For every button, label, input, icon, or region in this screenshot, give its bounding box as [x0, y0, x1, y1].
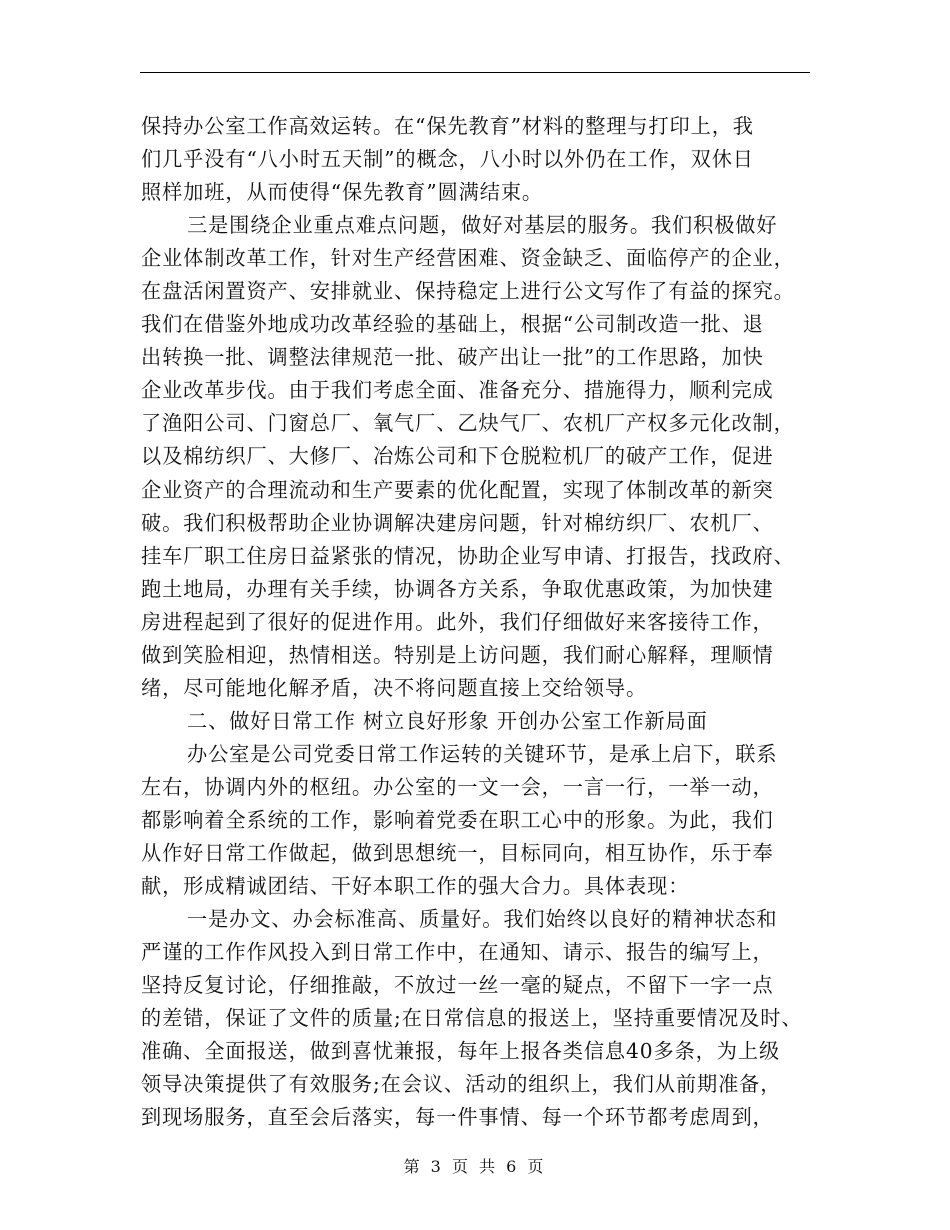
text-line: 企业资产的合理流动和生产要素的优化配置，实现了体制改革的新突	[141, 477, 774, 502]
text-line: 到现场服务，直至会后落实，每一件事情、每一个环节都考虑周到，	[141, 1105, 774, 1130]
paragraph-first-line: 办公室是公司党委日常工作运转的关键环节，是承上启下，联系	[187, 741, 778, 766]
text-line: 们几乎没有“八小时五天制”的概念，八小时以外仍在工作，双休日	[141, 147, 754, 172]
document-body	[141, 110, 821, 1134]
text-line: 保持办公室工作高效运转。在“保先教育”材料的整理与打印上，我	[141, 114, 754, 138]
text-line: 在盘活闲置资产、安排就业、保持稳定上进行公文写作了有益的探究。	[141, 279, 795, 304]
text-line: 准确、全面报送，做到喜忧兼报，每年上报各类信息40多条，为上级	[141, 1039, 781, 1064]
text-line: 领导决策提供了有效服务;在会议、活动的组织上，我们从前期准备，	[141, 1072, 782, 1097]
text-line: 做到笑脸相迎，热情相送。特别是上访问题，我们耐心解释，理顺情	[141, 642, 774, 667]
text-line: 出转换一批、调整法律规范一批、破产出让一批”的工作思路，加快	[141, 345, 764, 370]
text-line: 企业体制改革工作，针对生产经营困难、资金缺乏、面临停产的企业，	[141, 246, 795, 271]
text-line: 企业改革步伐。由于我们考虑全面、准备充分、措施得力，顺利完成	[141, 378, 774, 403]
text-line: 房进程起到了很好的促进作用。此外，我们仔细做好来客接待工作，	[141, 609, 774, 634]
section-heading: 二、做好日常工作 树立良好形象 开创办公室工作新局面	[187, 708, 708, 733]
text-line: 左右，协调内外的枢纽。办公室的一文一会，一言一行，一举一动，	[141, 774, 774, 799]
text-line: 绪，尽可能地化解矛盾，决不将问题直接上交给领导。	[141, 675, 648, 700]
header-rule	[140, 72, 810, 73]
text-line: 了渔阳公司、门窗总厂、氧气厂、乙炔气厂、农机厂产权多元化改制，	[141, 411, 795, 436]
text-line: 坚持反复讨论，仔细推敲，不放过一丝一毫的疑点，不留下一字一点	[141, 973, 774, 998]
text-line: 献，形成精诚团结、干好本职工作的强大合力。具体表现：	[141, 874, 690, 899]
text-line: 都影响着全系统的工作，影响着党委在职工心中的形象。为此，我们	[141, 807, 774, 832]
text-line: 我们在借鉴外地成功改革经验的基础上，根据“公司制改造一批、退	[141, 312, 764, 337]
text-line: 跑土地局，办理有关手续，协调各方关系，争取优惠政策，为加快建	[141, 576, 774, 601]
text-line: 的差错，保证了文件的质量;在日常信息的报送上，坚持重要情况及时、	[141, 1006, 803, 1031]
text-line: 严谨的工作作风投入到日常工作中，在通知、请示、报告的编写上，	[141, 940, 774, 965]
paragraph-first-line: 一是办文、办会标准高、质量好。我们始终以良好的精神状态和	[187, 907, 778, 932]
paragraph-first-line: 三是围绕企业重点难点问题，做好对基层的服务。我们积极做好	[187, 213, 778, 238]
text-line: 挂车厂职工住房日益紧张的情况，协助企业写申请、打报告，找政府、	[141, 543, 795, 568]
text-line: 破。我们积极帮助企业协调解决建房问题，针对棉纺织厂、农机厂、	[141, 510, 774, 535]
text-line: 从作好日常工作做起，做到思想统一，目标同向，相互协作，乐于奉	[141, 841, 774, 866]
text-line: 以及棉纺织厂、大修厂、冶炼公司和下仓脱粒机厂的破产工作，促进	[141, 444, 774, 469]
text-line: 照样加班，从而使得“保先教育”圆满结束。	[141, 180, 544, 205]
page-number-footer: 第 3 页 共 6 页	[403, 1157, 547, 1176]
